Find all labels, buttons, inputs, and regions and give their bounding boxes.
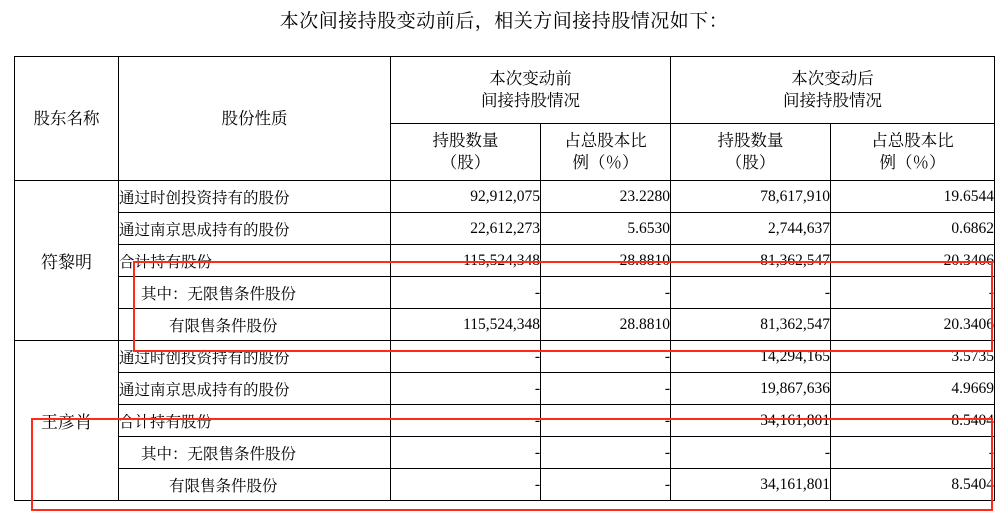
row-after-ratio: -	[831, 437, 995, 469]
row-before-shares: 115,524,348	[391, 245, 541, 277]
table-row	[15, 213, 995, 245]
row-after-ratio: 20.3406	[831, 309, 995, 341]
shareholding-table	[14, 56, 995, 501]
row-nature: 通过时创投资持有的股份	[119, 341, 391, 373]
row-before-ratio: 5.6530	[541, 213, 671, 245]
row-before-shares: -	[391, 341, 541, 373]
row-nature: 合计持有股份	[119, 405, 391, 437]
row-after-ratio: 3.5735	[831, 341, 995, 373]
row-nature: 其中：无限售条件股份	[119, 437, 391, 469]
row-before-ratio: -	[541, 437, 671, 469]
row-after-shares: 81,362,547	[671, 309, 831, 341]
row-before-ratio: -	[541, 405, 671, 437]
row-before-ratio: -	[541, 341, 671, 373]
row-after-shares: -	[671, 437, 831, 469]
row-nature: 有限售条件股份	[119, 469, 391, 501]
row-after-shares: 34,161,801	[671, 469, 831, 501]
row-after-ratio: 19.6544	[831, 181, 995, 213]
header-after-shares-line1: 持股数量	[717, 131, 784, 151]
header-before-group	[391, 57, 671, 124]
row-before-shares: -	[391, 437, 541, 469]
header-before-shares-line2: （股）	[440, 153, 491, 172]
header-after-ratio-line1: 占总股本比	[871, 131, 954, 151]
header-before-ratio	[541, 124, 671, 181]
table-row	[15, 277, 995, 309]
header-before-ratio-line2: 例（％）	[572, 153, 639, 172]
row-after-shares: -	[671, 277, 831, 309]
header-share-nature: 股份性质	[119, 57, 391, 181]
row-after-ratio: -	[831, 277, 995, 309]
row-after-ratio: 8.5404	[831, 469, 995, 501]
table-row	[15, 181, 995, 213]
table-row	[15, 309, 995, 341]
header-after-group	[671, 57, 995, 124]
row-before-shares: 115,524,348	[391, 309, 541, 341]
row-before-ratio: 28.8810	[541, 309, 671, 341]
table-header-row-1	[15, 57, 995, 124]
shareholder-name-cell: 符黎明	[15, 181, 119, 341]
shareholder-name-cell: 王彦肖	[15, 341, 119, 501]
header-before-shares-line1: 持股数量	[432, 131, 499, 151]
row-after-ratio: 0.6862	[831, 213, 995, 245]
row-after-shares: 2,744,637	[671, 213, 831, 245]
header-after-shares-line2: （股）	[725, 153, 776, 172]
row-nature: 有限售条件股份	[119, 309, 391, 341]
row-after-shares: 19,867,636	[671, 373, 831, 405]
header-before-line2: 间接持股情况	[481, 91, 580, 110]
table-row	[15, 245, 995, 277]
table-row	[15, 405, 995, 437]
row-before-shares: -	[391, 405, 541, 437]
header-after-line1: 本次变动后	[791, 69, 874, 89]
row-before-ratio: -	[541, 469, 671, 501]
header-before-shares	[391, 124, 541, 181]
row-after-ratio: 20.3406	[831, 245, 995, 277]
row-before-ratio: 28.8810	[541, 245, 671, 277]
row-before-ratio: -	[541, 373, 671, 405]
header-after-line2: 间接持股情况	[783, 91, 882, 110]
row-after-shares: 78,617,910	[671, 181, 831, 213]
row-after-shares: 34,161,801	[671, 405, 831, 437]
table-row	[15, 437, 995, 469]
row-before-ratio: 23.2280	[541, 181, 671, 213]
row-after-shares: 14,294,165	[671, 341, 831, 373]
row-before-shares: 92,912,075	[391, 181, 541, 213]
row-nature: 通过时创投资持有的股份	[119, 181, 391, 213]
header-after-ratio-line2: 例（％）	[879, 153, 946, 172]
row-after-ratio: 4.9669	[831, 373, 995, 405]
table-row	[15, 341, 995, 373]
row-nature: 通过南京思成持有的股份	[119, 373, 391, 405]
row-after-ratio: 8.5404	[831, 405, 995, 437]
header-after-shares	[671, 124, 831, 181]
table-row	[15, 469, 995, 501]
header-after-ratio	[831, 124, 995, 181]
row-before-ratio: -	[541, 277, 671, 309]
row-before-shares: 22,612,273	[391, 213, 541, 245]
row-nature: 合计持有股份	[119, 245, 391, 277]
row-before-shares: -	[391, 277, 541, 309]
table-row	[15, 373, 995, 405]
row-before-shares: -	[391, 373, 541, 405]
row-nature: 其中：无限售条件股份	[119, 277, 391, 309]
intro-paragraph: 本次间接持股变动前后，相关方间接持股情况如下：	[279, 11, 729, 32]
header-shareholder-name: 股东名称	[15, 57, 119, 181]
row-before-shares: -	[391, 469, 541, 501]
row-nature: 通过南京思成持有的股份	[119, 213, 391, 245]
shareholding-table-wrapper	[14, 56, 994, 501]
row-after-shares: 81,362,547	[671, 245, 831, 277]
header-before-ratio-line1: 占总股本比	[564, 131, 647, 151]
header-before-line1: 本次变动前	[489, 69, 572, 89]
